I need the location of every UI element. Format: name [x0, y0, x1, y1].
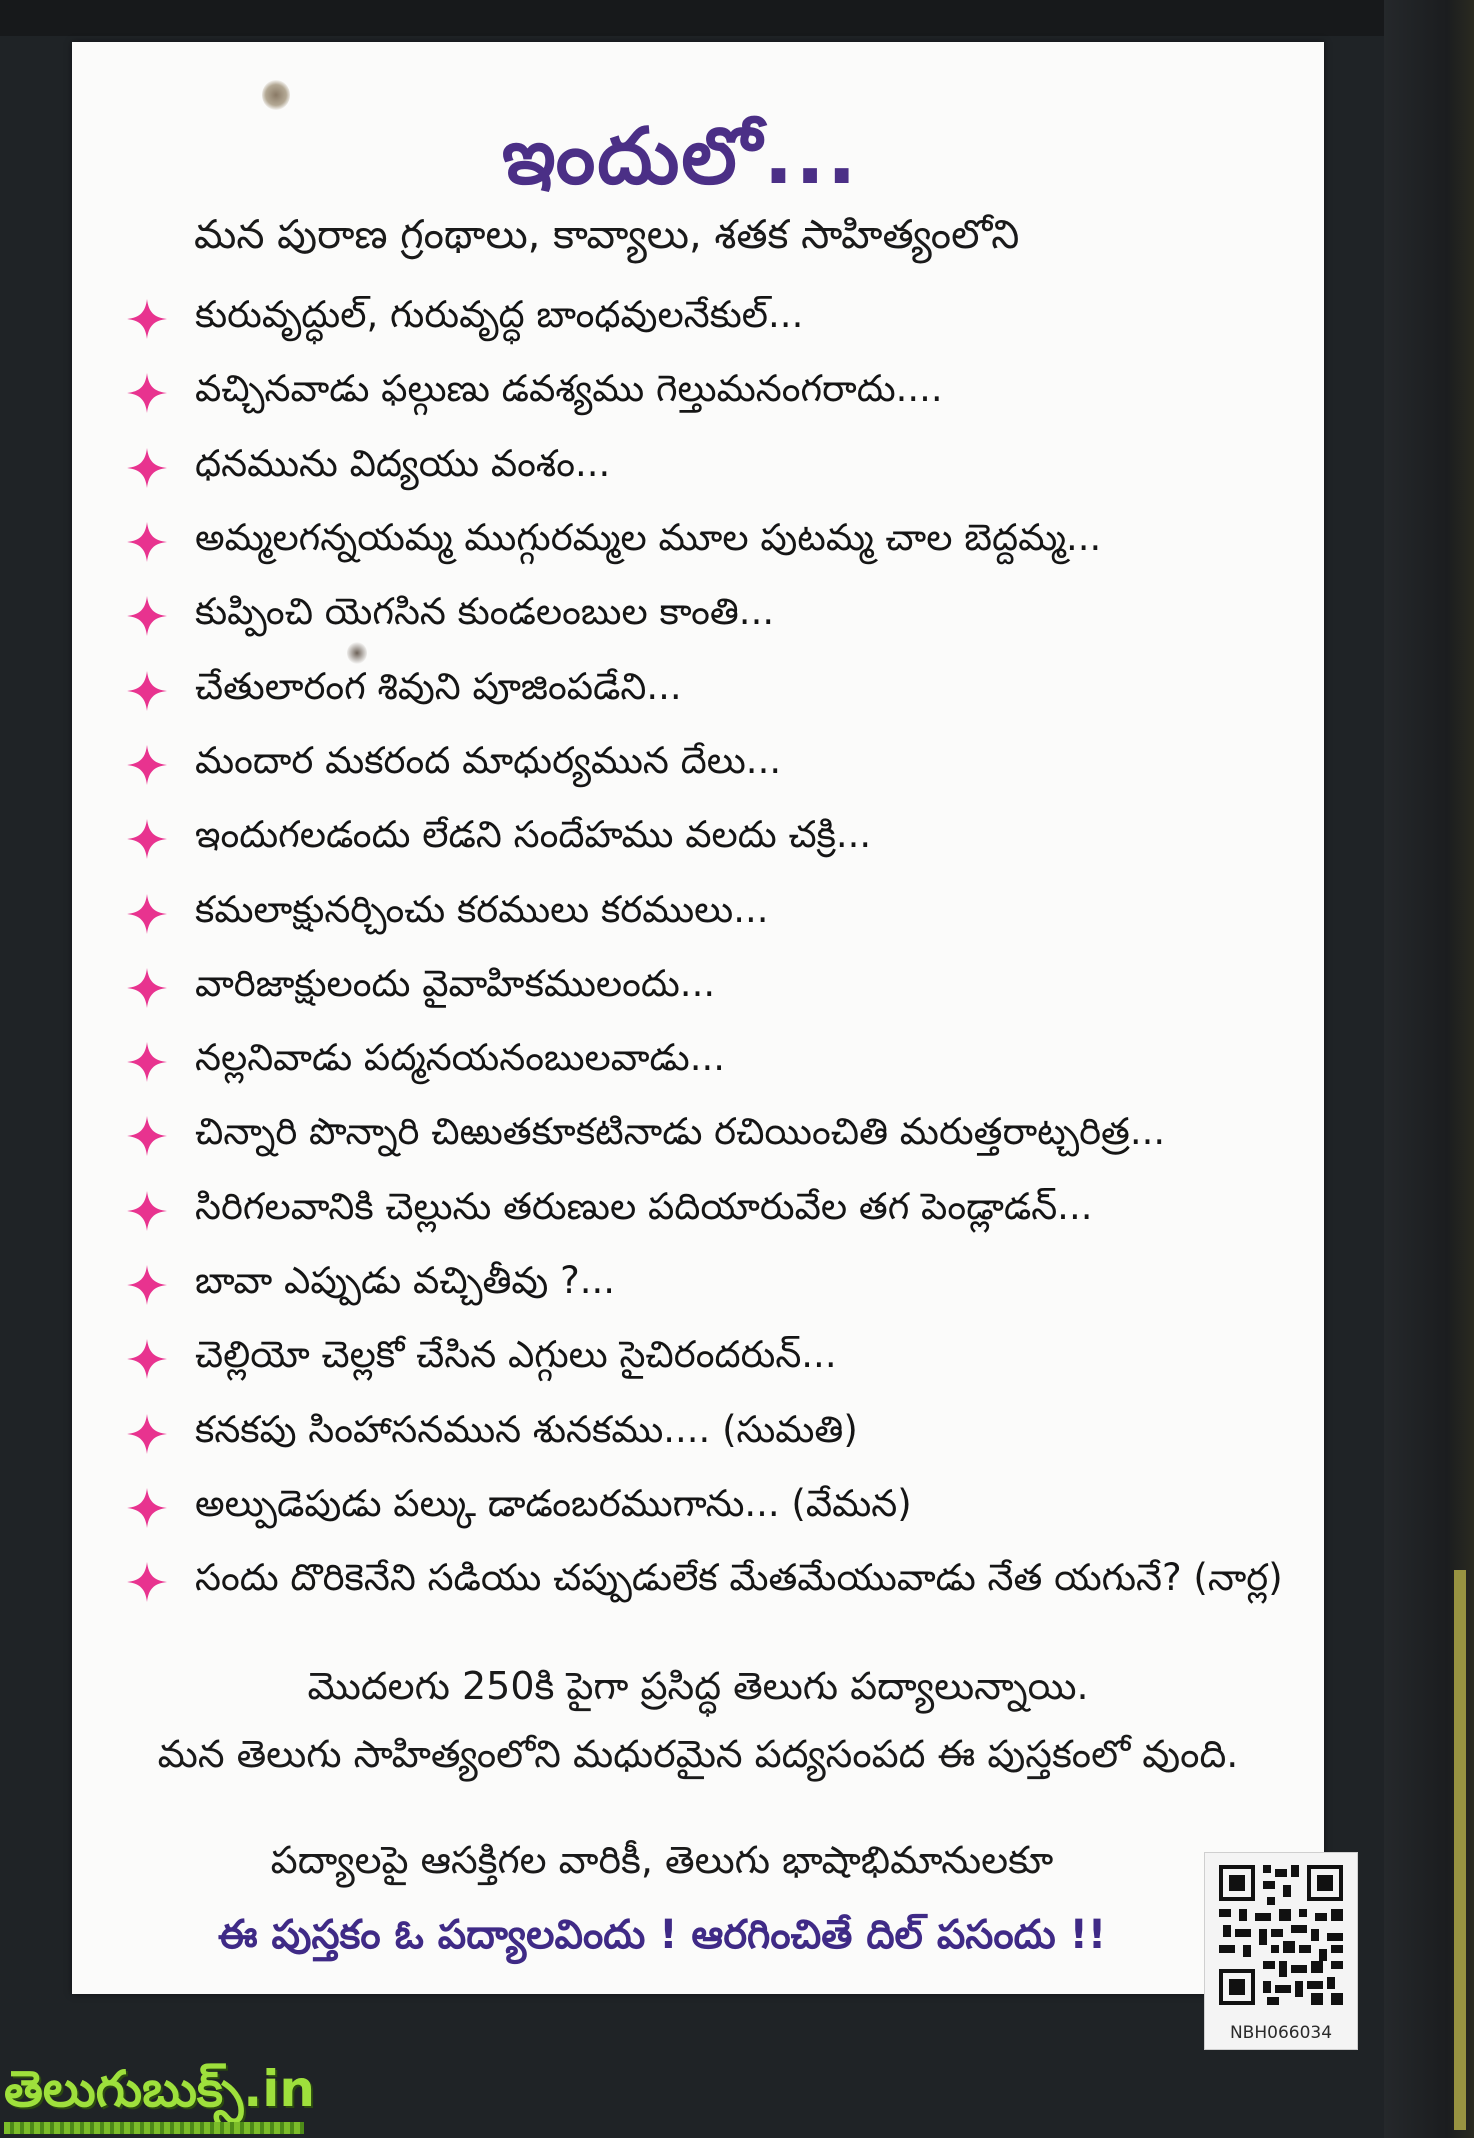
poem-item-text: ఇందుగలడందు లేడని సందేహము వలదు చక్రి... — [195, 813, 872, 857]
poem-item-text: సిరిగలవానికి చెల్లును తరుణుల పదియారువేల తగ పెండ్లాడన్... — [195, 1184, 1093, 1228]
poem-item — [127, 1545, 1307, 1619]
poem-item — [127, 431, 1307, 505]
book-code: NBH066034 — [1229, 2023, 1333, 2043]
pink-star-icon — [127, 819, 167, 859]
poem-item-text: మందార మకరంద మాధుర్యమున దేలు... — [195, 738, 782, 782]
pink-star-icon — [127, 522, 167, 562]
site-watermark — [4, 2060, 324, 2134]
pink-star-icon — [127, 596, 167, 636]
back-cover-page — [72, 42, 1324, 1994]
qr-code-icon — [1215, 1861, 1347, 2009]
poem-item — [127, 579, 1307, 653]
poem-item-text: బావా ఎప్పుడు వచ్చితీవు ?... — [195, 1259, 616, 1302]
poem-item-text: నల్లనివాడు పద్మనయనంబులవాడు... — [195, 1036, 726, 1080]
scanner-frame-top — [0, 0, 1474, 36]
poem-item-text: చిన్నారి పొన్నారి చిఱుతకూకటినాడు రచియించితి మరుత్తరాట్చరిత్ర... — [195, 1110, 1166, 1154]
pink-star-icon — [127, 1562, 167, 1602]
poem-item — [127, 876, 1307, 950]
poem-item — [127, 356, 1307, 430]
poem-item — [127, 1471, 1307, 1545]
summary-line-3: పద్యాలపై ఆసక్తిగల వారికీ, తెలుగు భాషాభిమానులకూ — [270, 1838, 1054, 1882]
pink-star-icon — [127, 1191, 167, 1231]
pink-star-icon — [127, 1042, 167, 1082]
pink-star-icon — [127, 373, 167, 413]
poem-item — [127, 653, 1307, 727]
poem-item-text: ధనమును విద్యయు వంశం... — [195, 441, 611, 485]
poem-item-text: చేతులారంగ శివుని పూజింపడేని... — [195, 664, 682, 708]
poem-list — [127, 282, 1307, 1619]
pink-star-icon — [127, 671, 167, 711]
tagline: ఈ పుస్తకం ఓ పద్యాలవిందు ! ఆరగించితే దిల్ పసందు !! — [217, 1912, 1107, 1958]
book-spine-strip — [1454, 1570, 1466, 2130]
poem-item-text: కురువృద్ధుల్, గురువృద్ధ బాంధవులనేకుల్... — [195, 293, 804, 337]
pink-star-icon — [127, 745, 167, 785]
poem-item — [127, 1025, 1307, 1099]
pink-star-icon — [127, 1339, 167, 1379]
pink-star-icon — [127, 1414, 167, 1454]
intro-line: మన పురాణ గ్రంథాలు, కావ్యాలు, శతక సాహిత్యంలోని — [194, 212, 1020, 258]
pink-star-icon — [127, 1488, 167, 1528]
poem-item-text: వారిజాక్షులందు వైవాహికములందు... — [195, 961, 716, 1005]
poem-item-text: వచ్చినవాడు ఫల్గుణు డవశ్యము గెల్తుమనంగరాదు.... — [195, 367, 943, 411]
summary-line-2: మన తెలుగు సాహిత్యంలోని మధురమైన పద్యసంపద ఈ పుస్తకంలో వుంది. — [157, 1732, 1239, 1776]
poem-item-text: చెల్లియో చెల్లకో చేసిన ఎగ్గులు సైచిరందరున్... — [195, 1333, 837, 1377]
page-heading: ఇందులో... — [502, 112, 859, 202]
poem-item-text: కనకపు సింహాసనమున శునకము.... (సుమతి) — [195, 1407, 858, 1451]
poem-item-text: అమ్మలగన్నయమ్మ ముగ్గురమ్మల మూల పుటమ్మ చాల బెద్దమ్మ... — [195, 516, 1102, 560]
qr-sticker — [1204, 1852, 1358, 2050]
pink-star-icon — [127, 1265, 167, 1305]
poem-item — [127, 505, 1307, 579]
paper-stain — [262, 80, 290, 110]
summary-line-1: మొదలగు 250కి పైగా ప్రసిద్ధ తెలుగు పద్యాలున్నాయి. — [307, 1664, 1089, 1708]
pink-star-icon — [127, 894, 167, 934]
poem-item — [127, 1099, 1307, 1173]
watermark-underline — [4, 2122, 304, 2134]
poem-item — [127, 1322, 1307, 1396]
poem-item — [127, 1396, 1307, 1470]
poem-item — [127, 1248, 1307, 1322]
pink-star-icon — [127, 968, 167, 1008]
poem-item-text: కమలాక్షునర్చించు కరములు కరములు... — [195, 887, 769, 931]
poem-item — [127, 1174, 1307, 1248]
watermark-text: తెలుగుబుక్స్.in — [4, 2060, 316, 2118]
poem-item-text: అల్పుడెపుడు పల్కు డాడంబరముగాను... (వేమన) — [195, 1481, 912, 1525]
pink-star-icon — [127, 299, 167, 339]
poem-item-text: సందు దొరికెనేని సడియు చప్పుడులేక మేతమేయువాడు నేత యగునే? (నార్ల) — [195, 1556, 1283, 1600]
poem-item — [127, 802, 1307, 876]
poem-item — [127, 282, 1307, 356]
poem-item — [127, 728, 1307, 802]
poem-item — [127, 951, 1307, 1025]
pink-star-icon — [127, 1116, 167, 1156]
pink-star-icon — [127, 448, 167, 488]
poem-item-text: కుప్పించి యెగసిన కుండలంబుల కాంతి... — [195, 590, 775, 634]
